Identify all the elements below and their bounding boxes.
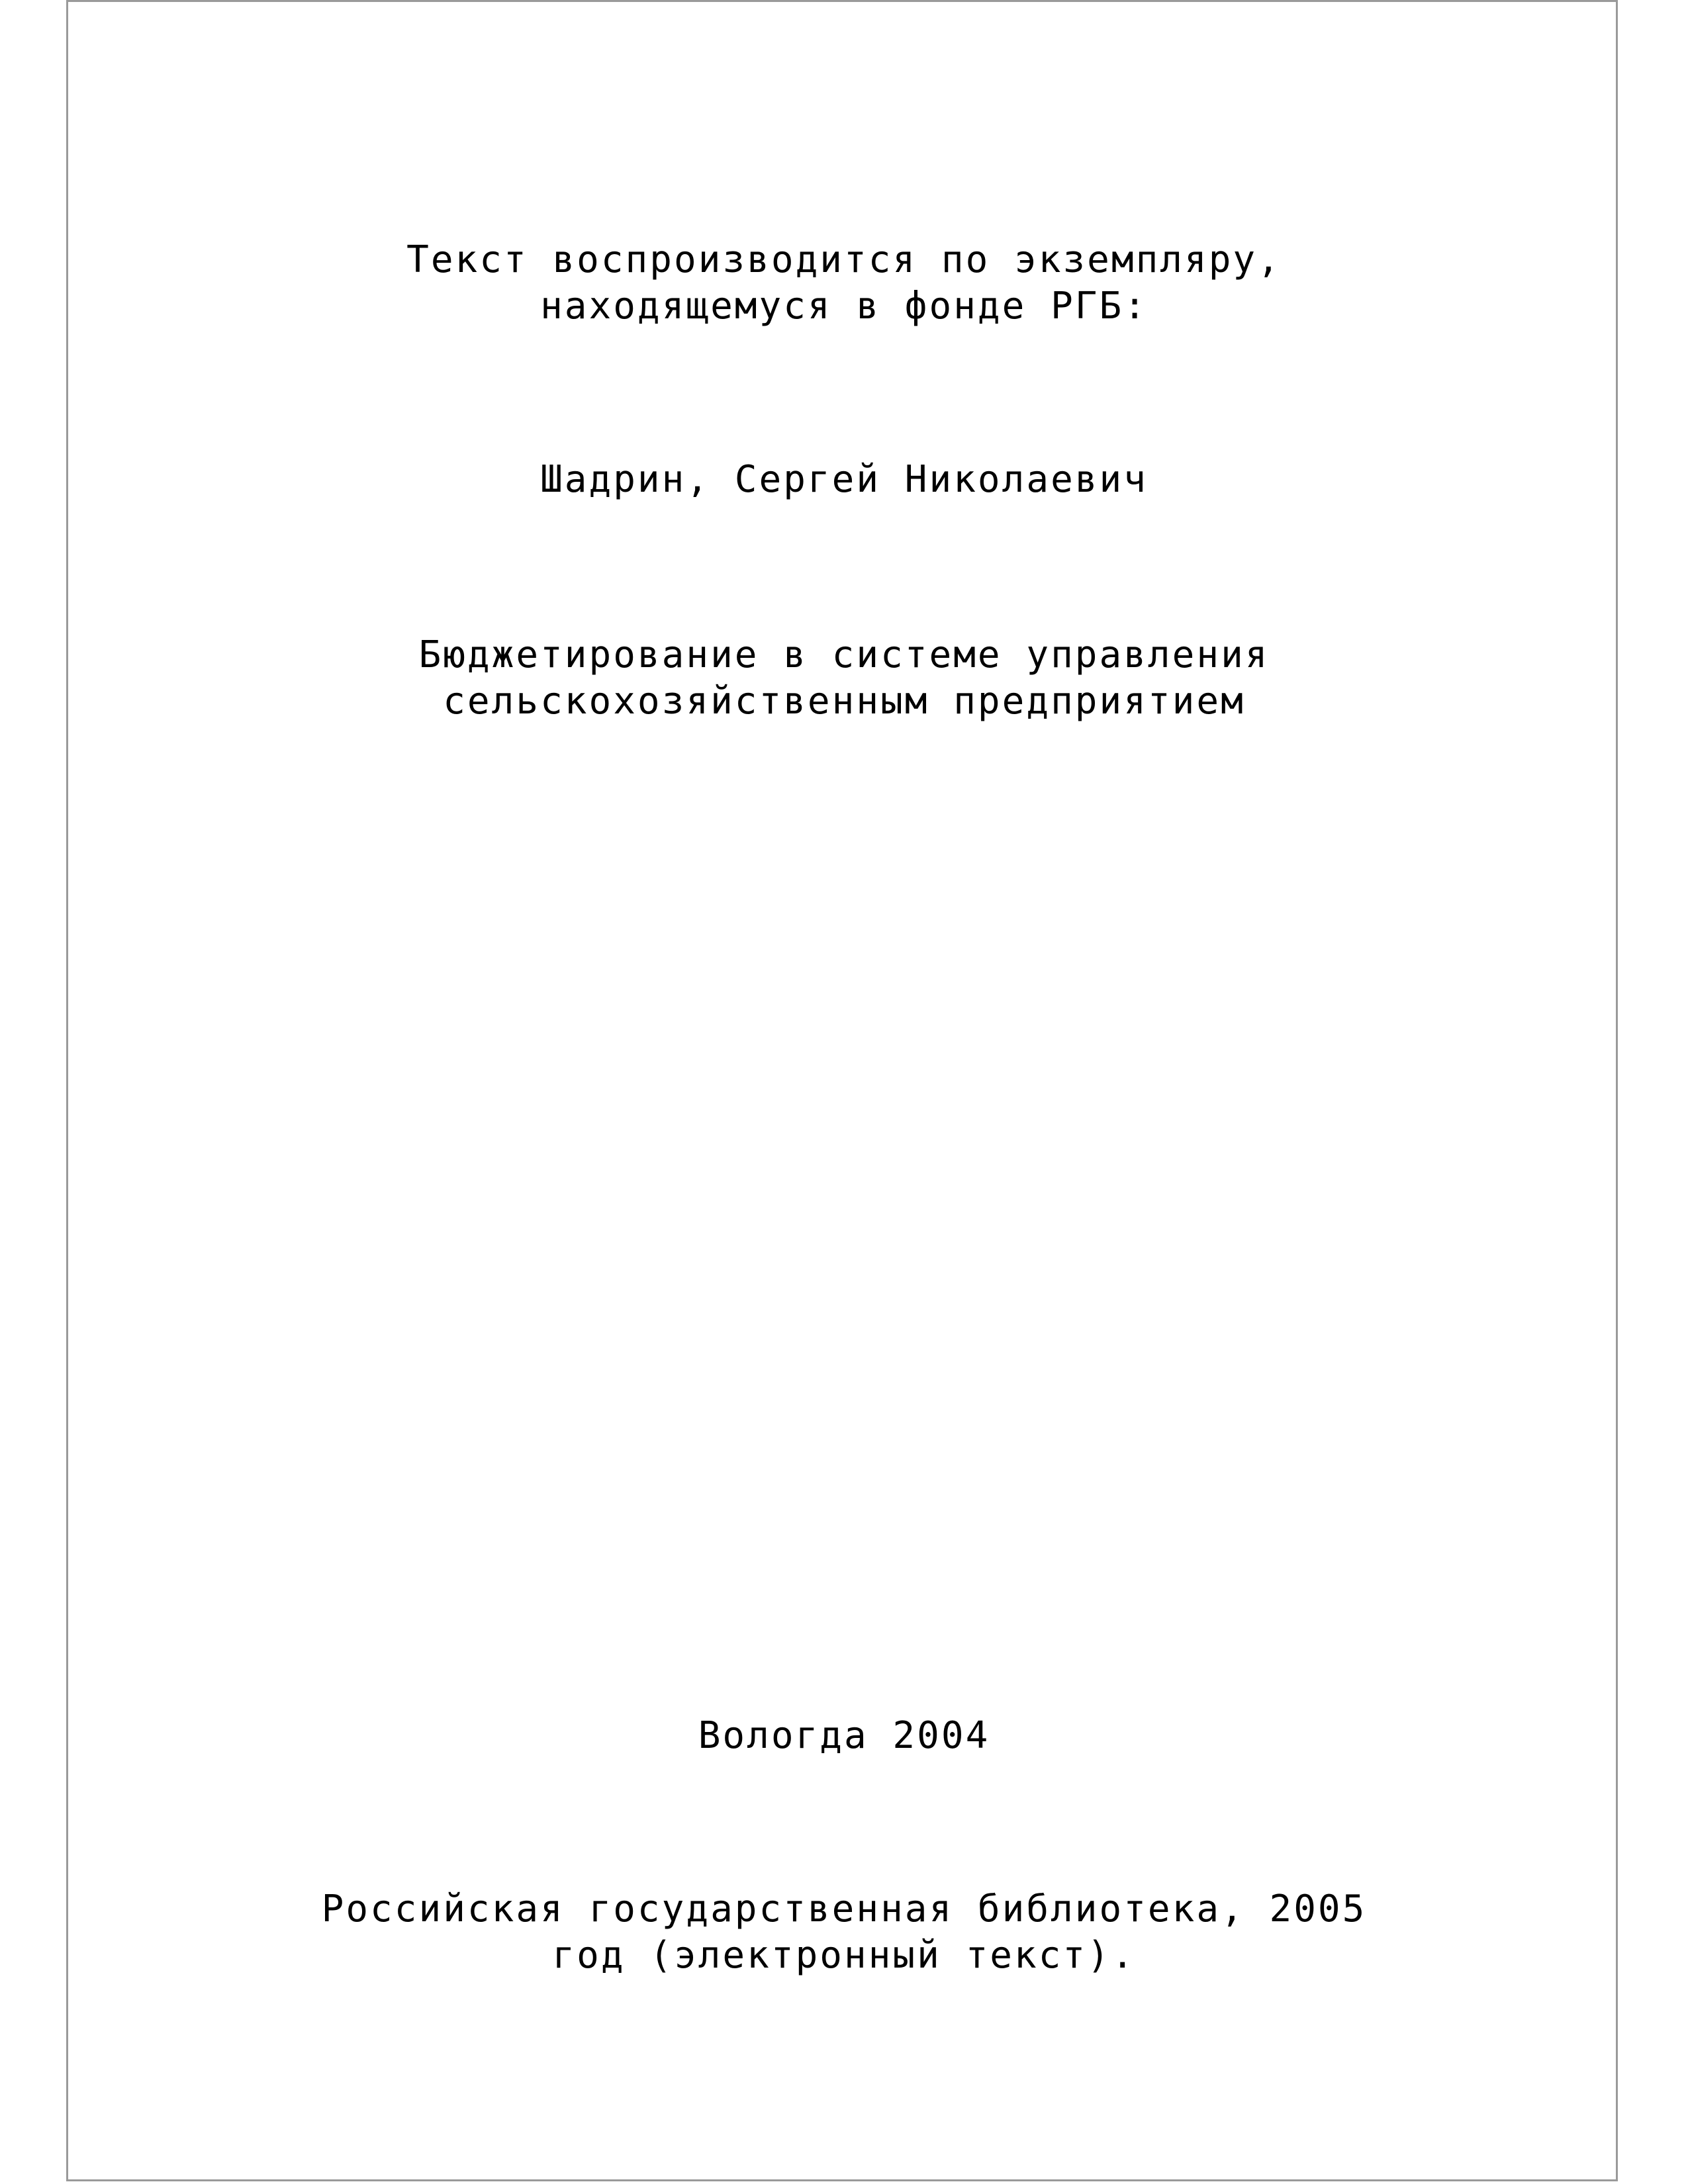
footer-line-2: год (электронный текст). (552, 1934, 1136, 1977)
place-and-year (0, 1713, 1688, 1759)
title-line-2: сельскохозяйственным предприятием (443, 680, 1245, 723)
author-line: Шадрин, Сергей Николаевич (540, 458, 1148, 501)
document-title (0, 632, 1688, 725)
title-line-1: Бюджетирование в системе управления (418, 633, 1270, 676)
notice-line-1: Текст воспроизводится по экземпляру, (406, 238, 1282, 281)
author-name (0, 457, 1688, 503)
library-footer (0, 1886, 1688, 1979)
place-year-line: Вологда 2004 (698, 1714, 990, 1757)
reproduction-notice (0, 237, 1688, 330)
footer-line-1: Российская государственная библиотека, 2005 (321, 1888, 1367, 1931)
notice-line-2: находящемуся в фонде РГБ: (540, 285, 1148, 328)
